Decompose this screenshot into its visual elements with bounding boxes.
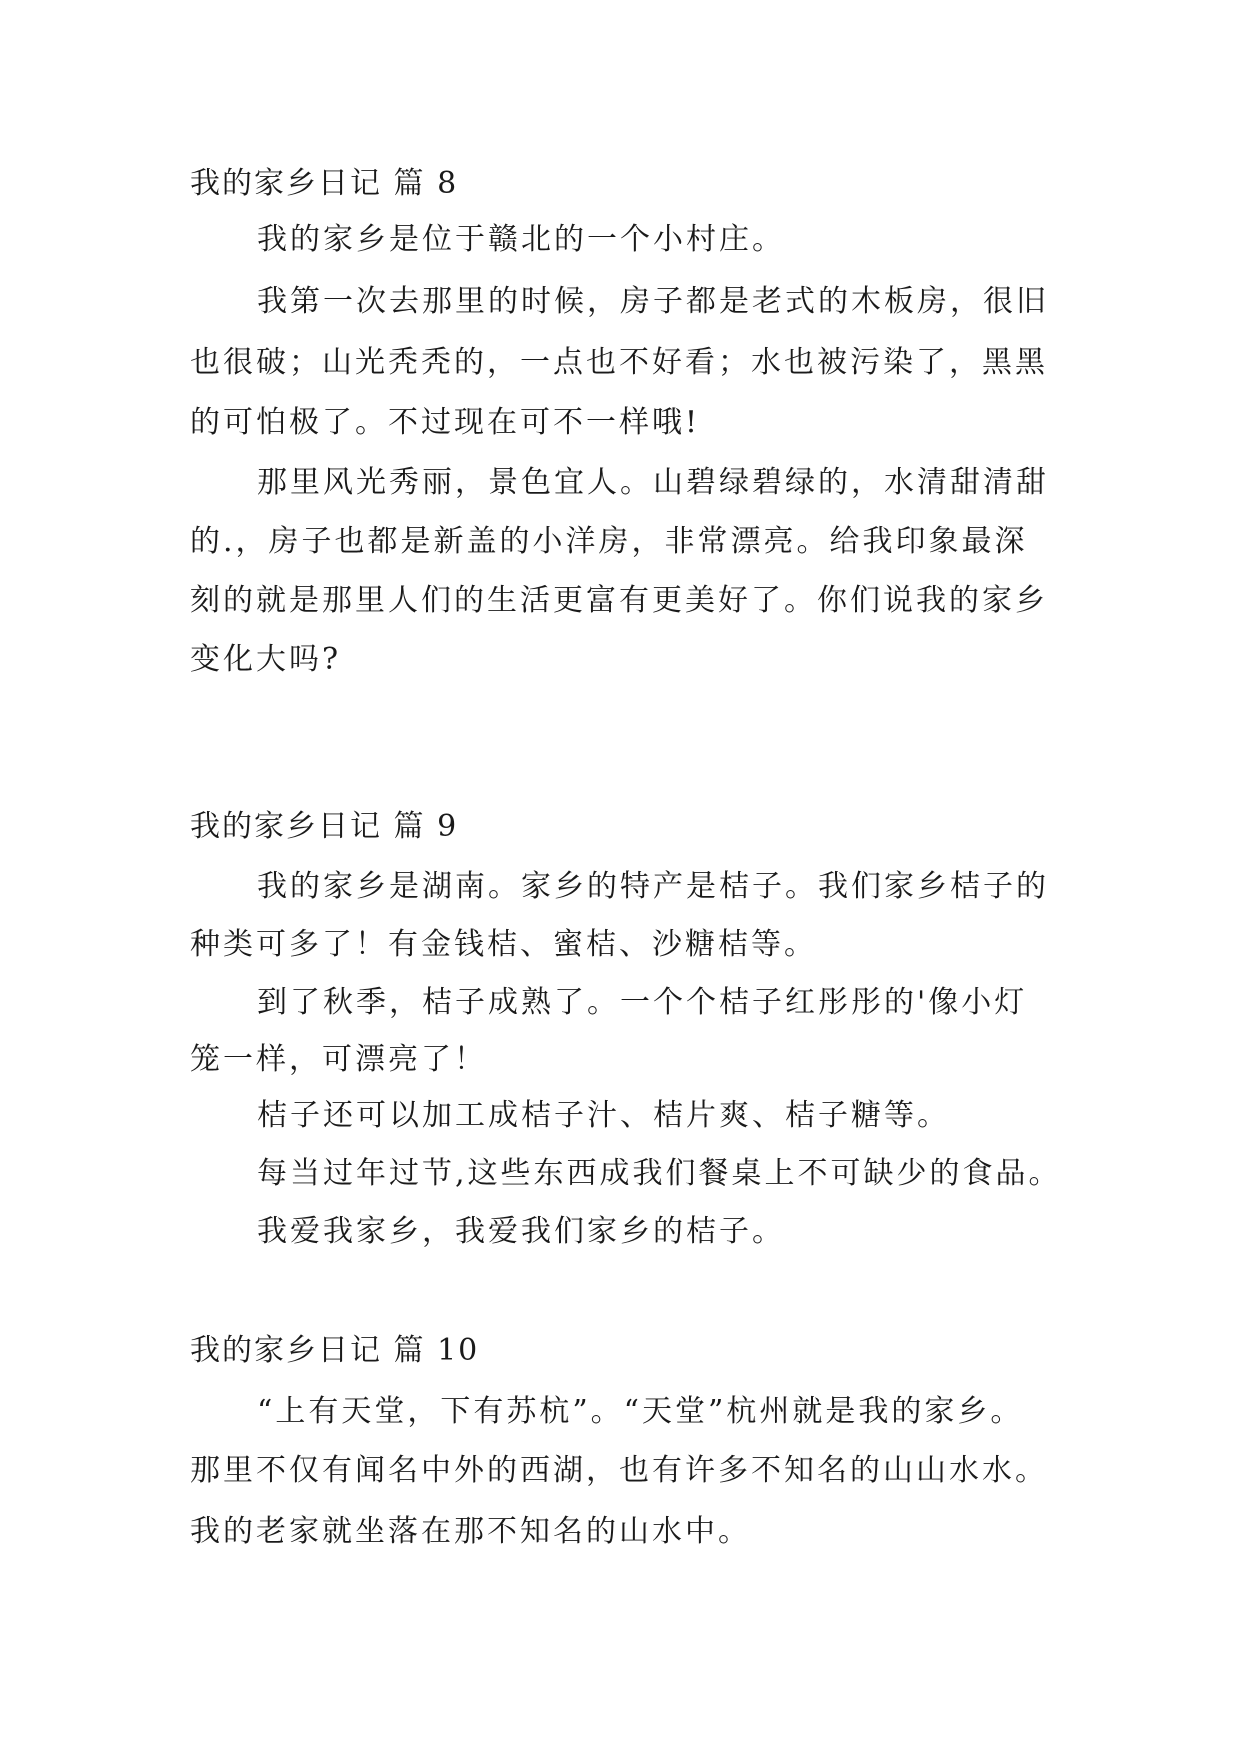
- paragraph-line: 笼一样，可漂亮了！: [190, 1042, 487, 1077]
- entry-heading: 我的家乡日记 篇 10: [190, 1333, 480, 1368]
- paragraph-line: 种类可多了！有金钱桔、蜜桔、沙糖桔等。: [190, 927, 817, 962]
- paragraph-line: 也很破；山光秃秃的，一点也不好看；水也被污染了，黑黑: [190, 345, 1048, 380]
- paragraph-line: 的.，房子也都是新盖的小洋房，非常漂亮。给我印象最深: [190, 524, 1028, 559]
- paragraph-line: 那里风光秀丽，景色宜人。山碧绿碧绿的，水清甜清甜: [257, 465, 1049, 500]
- paragraph-line: “上有天堂，下有苏杭”。“天堂”杭州就是我的家乡。: [257, 1394, 1024, 1429]
- paragraph-line: 我的家乡是位于赣北的一个小村庄。: [257, 222, 785, 257]
- paragraph-line: 刻的就是那里人们的生活更富有更美好了。你们说我的家乡: [190, 583, 1048, 618]
- paragraph-line: 我爱我家乡，我爱我们家乡的桔子。: [257, 1214, 785, 1249]
- paragraph-line: 桔子还可以加工成桔子汁、桔片爽、桔子糖等。: [257, 1098, 950, 1133]
- paragraph-line: 到了秋季，桔子成熟了。一个个桔子红彤彤的'像小灯: [257, 985, 1028, 1020]
- paragraph-line: 我第一次去那里的时候，房子都是老式的木板房，很旧: [257, 284, 1049, 319]
- paragraph-line: 那里不仅有闻名中外的西湖，也有许多不知名的山山水水。: [190, 1453, 1048, 1488]
- paragraph-line: 变化大吗?: [190, 642, 342, 677]
- paragraph-line: 我的家乡是湖南。家乡的特产是桔子。我们家乡桔子的: [257, 869, 1049, 904]
- paragraph-line: 的可怕极了。不过现在可不一样哦!: [190, 405, 701, 440]
- entry-heading: 我的家乡日记 篇 9: [190, 809, 459, 844]
- paragraph-line: 我的老家就坐落在那不知名的山水中。: [190, 1514, 751, 1549]
- entry-heading: 我的家乡日记 篇 8: [190, 166, 459, 201]
- paragraph-line: 每当过年过节,这些东西成我们餐桌上不可缺少的食品。: [257, 1156, 1062, 1191]
